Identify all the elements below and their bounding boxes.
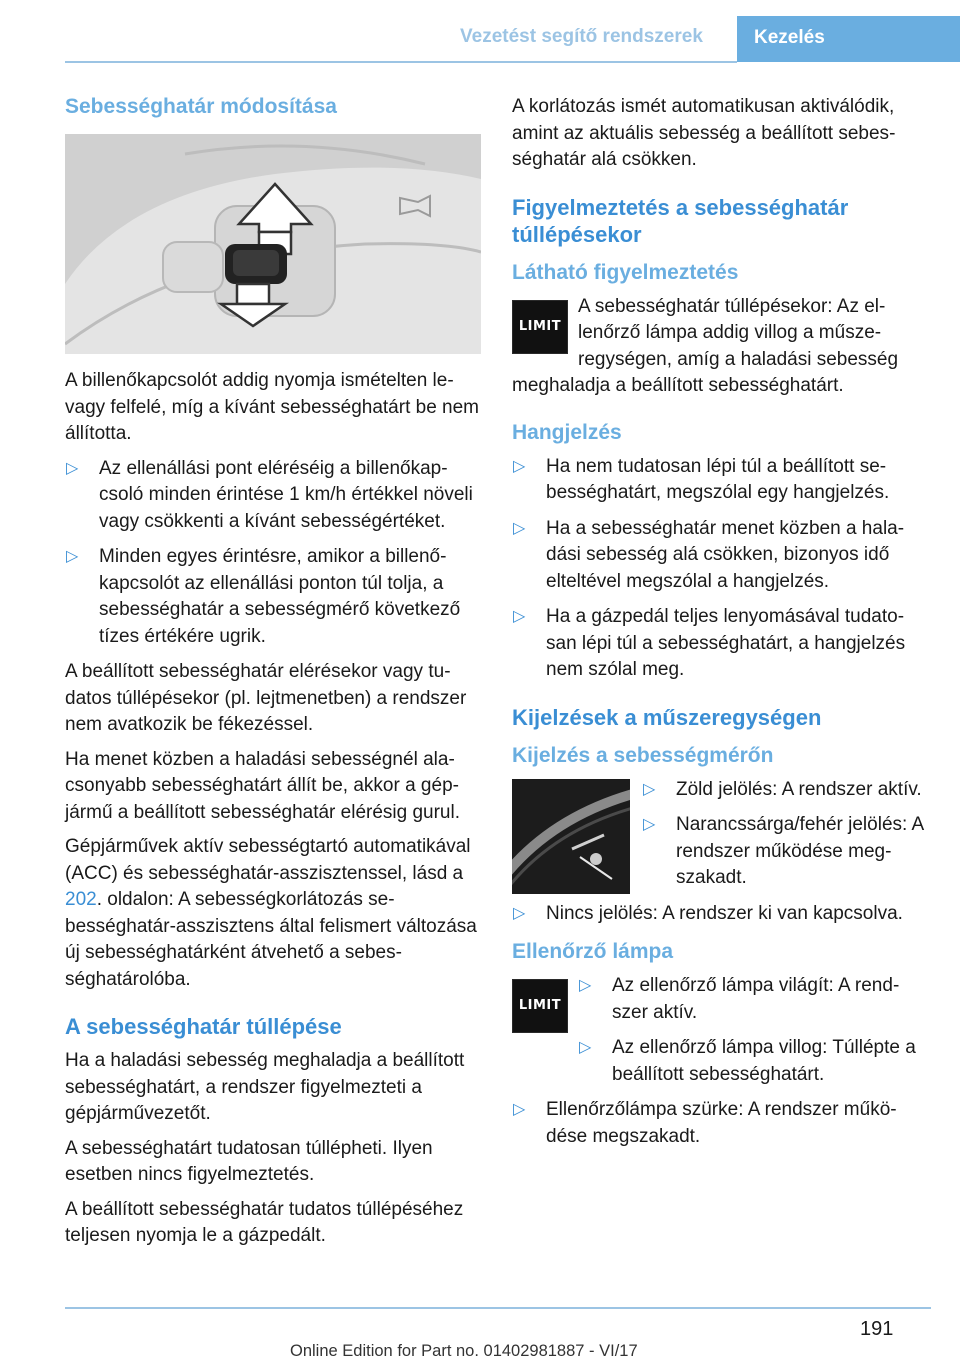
footer-edition: Online Edition for Part no. 01402981887 - VI/17: [290, 1342, 638, 1360]
header-chapter-tab: Kezelés: [737, 16, 960, 62]
list-item: ▷ Az ellenőrző lámpa világít: A rendszer aktív.: [578, 973, 928, 1026]
visual-warning-block: [512, 294, 928, 408]
paragraph: Ha a haladási sebesség meghaladja a beállított sebességhatárt, a rendszer figyelmezteti a gépjárművezetőt.: [65, 1050, 465, 1124]
heading-indicator-lamp: Ellenőrző lámpa: [512, 940, 674, 963]
speedometer-dial-image: [512, 779, 630, 894]
paragraph: A billenőkapcsolót addig nyomja ismételten le- vagy felfelé, míg a kívánt sebességhatárt be nem állította.: [65, 370, 480, 444]
left-column: [65, 94, 481, 1258]
paragraph: A sebességhatárt tudatosan túllépheti. Ilyen esetben nincs figyelmeztetés.: [65, 1137, 433, 1185]
header-section-title: Vezetést segítő rendszerek: [460, 26, 703, 47]
list-item: ▷ Az ellenállási pont eléréséig a billenőkapcsoló minden érintése 1 km/h értékkel növeli vagy csökkenti a kívánt sebességértéket.: [65, 456, 481, 536]
paragraph: A sebességhatár túllépésekor: Az ellenőrző lámpa addig villog a műszeregységen, amíg a haladási sebesség meghaladja a beállított sebességhatárt.: [512, 295, 899, 396]
list-item: ▷ Ellenőrzőlámpa szürke: A rendszer működése megszakadt.: [512, 1097, 928, 1150]
list-item: ▷ Ha a sebességhatár menet közben a haladási sebesség alá csökken, bizonyos idő elteltével megszólal a hangjelzés.: [512, 516, 928, 596]
indicator-lamp-block: [512, 973, 928, 1097]
heading-modify-limit: Sebességhatár módosítása: [65, 95, 337, 118]
heading-speedometer-display: Kijelzés a sebességmérőn: [512, 743, 774, 767]
paragraph-acc-reference: [65, 834, 481, 993]
speedometer-block: [512, 777, 928, 901]
footer-rule: [65, 1307, 931, 1309]
rocker-switch-figure: [65, 134, 481, 354]
header-rule: [65, 61, 737, 63]
heading-visual-warning: Látható figyelmeztetés: [512, 260, 739, 284]
speedometer-figure: [512, 779, 630, 894]
page-header: [0, 0, 960, 62]
right-column: [512, 94, 928, 1159]
indicator-lamp-list: [578, 973, 928, 1097]
list-item: ▷ Minden egyes érintésre, amikor a billenőkapcsolót az ellenállási ponton túl tolja, a sebességhatár a sebességmérő következő tízes értékére ugrik.: [65, 544, 481, 650]
list-item: ▷ Az ellenőrző lámpa villog: Túllépte a beállított sebességhatárt.: [578, 1035, 928, 1088]
paragraph: A beállított sebességhatár tudatos túllépéséhez teljesen nyomja le a gázpedált.: [65, 1198, 464, 1246]
list-item: ▷ Ha a gázpedál teljes lenyomásával tudatosan lépi túl a sebességhatárt, a hangjelzés nem szólal meg.: [512, 604, 928, 684]
heading-limit-exceeded: A sebességhatár túllépése: [65, 1014, 342, 1039]
list-item: ▷ Narancssárga/fehér jelölés: A rendszer működése megszakadt.: [642, 812, 928, 892]
heading-displays: Kijelzések a műszeregységen: [512, 704, 822, 730]
list-item: ▷ Ha nem tudatosan lépi túl a beállított sebességhatárt, megszólal egy hangjelzés.: [512, 454, 928, 507]
limit-indicator-icon: LIMIT: [512, 300, 568, 354]
page-link[interactable]: 202: [65, 889, 97, 910]
heading-warning: Figyelmeztetés a sebességhatár túllépésekor: [512, 194, 849, 247]
text: Gépjárművek aktív sebességtartó automatikával (ACC) és sebességhatár-asszisztenssel, lásd a: [65, 836, 471, 884]
steering-wheel-rocker-illustration: [65, 134, 481, 354]
paragraph: A beállított sebességhatár elérésekor vagy tudatos túllépésekor (pl. lejtmenetben) a rendszer nem avatkozik be fékezéssel.: [65, 661, 467, 735]
list-item: ▷ Nincs jelölés: A rendszer ki van kapcsolva.: [512, 901, 928, 928]
list-item: ▷ Zöld jelölés: A rendszer aktív.: [642, 777, 928, 804]
limit-indicator-icon: LIMIT: [512, 979, 568, 1033]
text: . oldalon: A sebességkorlátozás sebességhatár-asszisztens által felismert változása új sebességhatárként átvehető a sebességhatárolóba.: [65, 889, 477, 990]
paragraph: Ha menet közben a haladási sebességnél alacsonyabb sebességhatárt állít be, akkor a gépjármű a beállított sebességhatár elérésig gurul.: [65, 748, 461, 823]
page-number: 191: [860, 1318, 894, 1340]
heading-acoustic-signal: Hangjelzés: [512, 420, 622, 444]
paragraph: A korlátozás ismét automatikusan aktiválódik, amint az aktuális sebesség a beállított sebességhatár alá csökken.: [512, 96, 896, 170]
speedometer-list: [642, 777, 928, 901]
